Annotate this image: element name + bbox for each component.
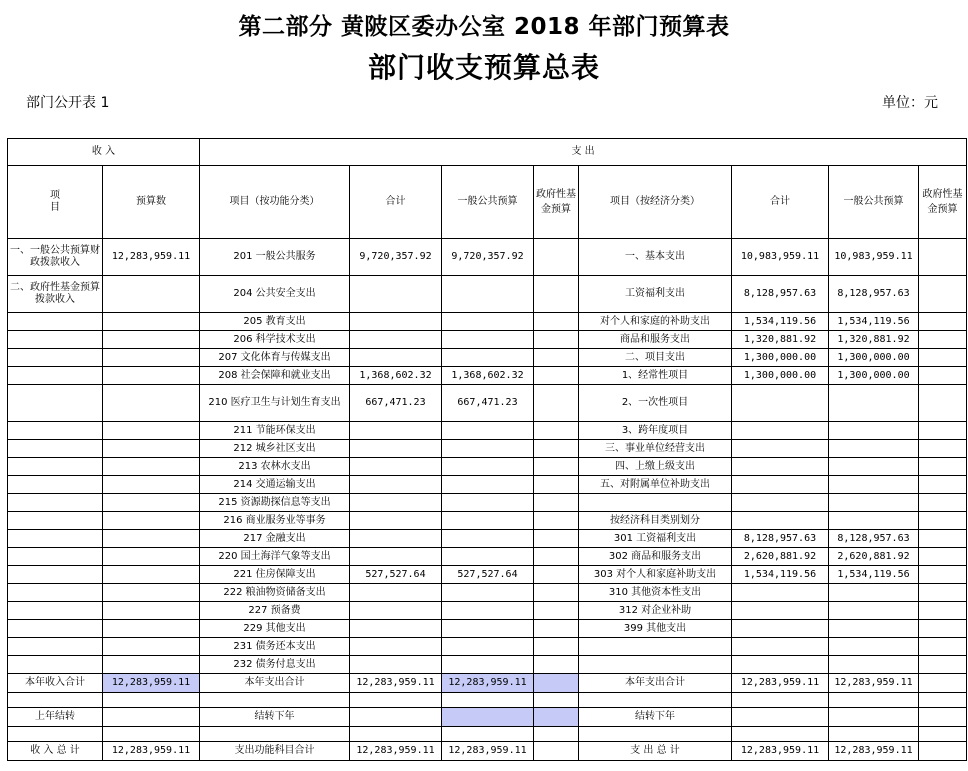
econ-fund-cell — [919, 656, 967, 674]
func-general-cell: 9,720,357.92 — [442, 239, 534, 276]
func-general-cell — [442, 584, 534, 602]
table-row — [8, 239, 967, 276]
func-general-cell — [442, 656, 534, 674]
income-budget-cell — [103, 313, 200, 331]
income-budget-cell — [103, 385, 200, 422]
income-budget-cell — [103, 512, 200, 530]
econ-total-cell — [732, 656, 829, 674]
econ-total-cell: 8,128,957.63 — [732, 530, 829, 548]
func-fund-cell — [534, 584, 579, 602]
income-budget-cell — [103, 638, 200, 656]
func-total-cell — [350, 584, 442, 602]
income-budget-cell — [103, 422, 200, 440]
table-row — [8, 385, 967, 422]
econ-general-cell — [829, 422, 919, 440]
func-item-cell: 220 国土海洋气象等支出 — [200, 548, 350, 566]
func-total-cell — [350, 422, 442, 440]
econ-total-label: 本年支出合计 — [579, 674, 732, 693]
grand-total-value: 12,283,959.11 — [103, 742, 200, 761]
func-fund-cell — [534, 313, 579, 331]
func-general-cell: 527,527.64 — [442, 566, 534, 584]
func-item-cell: 207 文化体育与传媒支出 — [200, 349, 350, 367]
income-item-cell — [8, 620, 103, 638]
econ-item-cell: 301 工资福利支出 — [579, 530, 732, 548]
func-general-cell — [442, 512, 534, 530]
section-header-row — [8, 139, 967, 166]
func-general-cell — [442, 349, 534, 367]
income-item-cell — [8, 548, 103, 566]
table-row — [8, 331, 967, 349]
func-total-cell: 1,368,602.32 — [350, 367, 442, 385]
table-row — [8, 530, 967, 548]
func-general-cell — [442, 313, 534, 331]
table-row — [8, 422, 967, 440]
func-total-cell: 9,720,357.92 — [350, 239, 442, 276]
func-fund-cell — [534, 367, 579, 385]
income-total-value: 12,283,959.11 — [103, 674, 200, 693]
econ-total-cell: 2,620,881.92 — [732, 548, 829, 566]
table-title: 部门收支预算总表 — [367, 51, 600, 84]
income-budget-cell — [103, 656, 200, 674]
econ-fund-cell — [919, 458, 967, 476]
econ-fund-cell — [919, 512, 967, 530]
func-total-cell — [350, 548, 442, 566]
econ-fund-cell — [919, 349, 967, 367]
income-budget-cell — [103, 620, 200, 638]
table-row — [8, 494, 967, 512]
econ-fund-cell — [919, 313, 967, 331]
econ-total-cell — [732, 385, 829, 422]
unit-label: 单位：元 — [882, 95, 938, 111]
econ-item-cell: 对个人和家庭的补助支出 — [579, 313, 732, 331]
econ-general-cell — [829, 602, 919, 620]
income-item-cell — [8, 367, 103, 385]
func-item-cell: 205 教育支出 — [200, 313, 350, 331]
func-general-cell — [442, 276, 534, 313]
econ-general-cell: 1,300,000.00 — [829, 349, 919, 367]
econ-total-cell: 1,300,000.00 — [732, 349, 829, 367]
income-total-row — [8, 674, 967, 693]
func-general-cell: 667,471.23 — [442, 385, 534, 422]
carry-row — [8, 708, 967, 727]
econ-item-cell: 312 对企业补助 — [579, 602, 732, 620]
income-item-cell — [8, 656, 103, 674]
expense-section-header: 支 出 — [200, 139, 967, 166]
func-item-cell: 208 社会保障和就业支出 — [200, 367, 350, 385]
econ-item-cell: 302 商品和服务支出 — [579, 548, 732, 566]
func-total-cell — [350, 440, 442, 458]
header-fund-budget-2: 政府性基金预算 — [919, 166, 967, 239]
econ-fund-cell — [919, 602, 967, 620]
income-budget-cell — [103, 276, 200, 313]
table-row — [8, 656, 967, 674]
econ-general-cell — [829, 494, 919, 512]
econ-general-cell — [829, 385, 919, 422]
func-total-cell — [350, 656, 442, 674]
econ-fund-cell — [919, 239, 967, 276]
carry-forward-label-2: 结转下年 — [579, 708, 732, 727]
header-item — [8, 166, 103, 239]
func-general-cell — [442, 422, 534, 440]
func-fund-cell — [534, 512, 579, 530]
func-total-cell — [350, 512, 442, 530]
econ-general-cell — [829, 584, 919, 602]
econ-total-cell — [732, 422, 829, 440]
table-row — [8, 458, 967, 476]
table-row — [8, 638, 967, 656]
econ-general-cell — [829, 512, 919, 530]
income-item-cell — [8, 349, 103, 367]
income-item-cell — [8, 512, 103, 530]
income-item-cell — [8, 385, 103, 422]
econ-general-cell: 1,534,119.56 — [829, 313, 919, 331]
econ-total-cell — [732, 512, 829, 530]
header-func-item: 项目（按功能分类） — [200, 166, 350, 239]
func-total-cell — [350, 620, 442, 638]
econ-general-cell: 10,983,959.11 — [829, 239, 919, 276]
table-row — [8, 602, 967, 620]
table-row — [8, 512, 967, 530]
econ-fund-cell — [919, 276, 967, 313]
func-total-cell: 527,527.64 — [350, 566, 442, 584]
func-item-cell: 206 科学技术支出 — [200, 331, 350, 349]
form-number: 部门公开表 1 — [26, 95, 110, 111]
func-total-cell — [350, 602, 442, 620]
econ-total-cell: 8,128,957.63 — [732, 276, 829, 313]
expense-general-value: 12,283,959.11 — [442, 674, 534, 693]
func-general-cell — [442, 494, 534, 512]
income-section-header: 收 入 — [8, 139, 200, 166]
econ-fund-cell — [919, 584, 967, 602]
econ-item-cell: 四、上缴上级支出 — [579, 458, 732, 476]
exp-grand-general: 12,283,959.11 — [829, 742, 919, 761]
econ-item-cell: 商品和服务支出 — [579, 331, 732, 349]
table-row — [8, 620, 967, 638]
header-general-budget: 一般公共预算 — [442, 166, 534, 239]
func-total-cell — [350, 476, 442, 494]
econ-item-cell: 一、基本支出 — [579, 239, 732, 276]
func-item-cell: 229 其他支出 — [200, 620, 350, 638]
econ-item-cell: 3、跨年度项目 — [579, 422, 732, 440]
func-item-cell: 221 住房保障支出 — [200, 566, 350, 584]
econ-fund-cell — [919, 331, 967, 349]
func-fund-cell — [534, 276, 579, 313]
func-fund-cell — [534, 458, 579, 476]
expense-total-value: 12,283,959.11 — [350, 674, 442, 693]
func-item-cell: 214 交通运输支出 — [200, 476, 350, 494]
income-budget-cell — [103, 440, 200, 458]
func-fund-cell — [534, 476, 579, 494]
econ-total-cell — [732, 476, 829, 494]
econ-item-cell: 二、项目支出 — [579, 349, 732, 367]
econ-total-cell: 10,983,959.11 — [732, 239, 829, 276]
econ-item-cell: 303 对个人和家庭补助支出 — [579, 566, 732, 584]
func-total-cell — [350, 276, 442, 313]
econ-total-cell — [732, 638, 829, 656]
func-general-cell: 1,368,602.32 — [442, 367, 534, 385]
econ-fund-cell — [919, 494, 967, 512]
func-grand-label: 支出功能科目合计 — [200, 742, 350, 761]
func-fund-cell — [534, 566, 579, 584]
econ-general-cell — [829, 440, 919, 458]
econ-item-cell: 五、对附属单位补助支出 — [579, 476, 732, 494]
income-item-cell — [8, 602, 103, 620]
func-general-cell — [442, 458, 534, 476]
econ-general-cell: 1,534,119.56 — [829, 566, 919, 584]
econ-item-cell — [579, 638, 732, 656]
blank-row — [8, 727, 967, 742]
income-item-cell — [8, 476, 103, 494]
econ-fund-cell — [919, 440, 967, 458]
header-total-2: 合计 — [732, 166, 829, 239]
econ-total-cell — [732, 620, 829, 638]
func-grand-general: 12,283,959.11 — [442, 742, 534, 761]
func-fund-cell — [534, 440, 579, 458]
income-item-cell — [8, 331, 103, 349]
func-general-cell — [442, 638, 534, 656]
econ-total-cell: 1,534,119.56 — [732, 566, 829, 584]
func-fund-cell — [534, 385, 579, 422]
income-budget-cell — [103, 367, 200, 385]
func-item-cell: 231 债务还本支出 — [200, 638, 350, 656]
econ-general-cell: 8,128,957.63 — [829, 276, 919, 313]
table-row — [8, 367, 967, 385]
income-item-cell — [8, 638, 103, 656]
econ-item-cell: 三、事业单位经营支出 — [579, 440, 732, 458]
expense-total-label: 本年支出合计 — [200, 674, 350, 693]
header-budget: 预算数 — [103, 166, 200, 239]
grand-total-row — [8, 742, 967, 761]
func-fund-cell — [534, 494, 579, 512]
econ-general-cell: 8,128,957.63 — [829, 530, 919, 548]
income-budget-cell — [103, 584, 200, 602]
income-budget-cell — [103, 548, 200, 566]
table-row — [8, 349, 967, 367]
income-budget-cell — [103, 349, 200, 367]
econ-total-cell: 1,300,000.00 — [732, 367, 829, 385]
income-item-cell — [8, 422, 103, 440]
func-general-cell — [442, 476, 534, 494]
econ-general-cell — [829, 620, 919, 638]
header-fund-budget: 政府性基金预算 — [534, 166, 579, 239]
income-budget-cell — [103, 566, 200, 584]
header-total: 合计 — [350, 166, 442, 239]
func-item-cell: 215 资源勘探信息等支出 — [200, 494, 350, 512]
func-general-cell — [442, 530, 534, 548]
income-item-cell — [8, 313, 103, 331]
income-item-cell: 一、一般公共预算财政拨款收入 — [8, 239, 103, 276]
table-row — [8, 276, 967, 313]
econ-total-cell — [732, 584, 829, 602]
func-item-cell: 227 预备费 — [200, 602, 350, 620]
econ-item-cell: 399 其他支出 — [579, 620, 732, 638]
expense-fund-value — [534, 674, 579, 693]
econ-total-cell — [732, 458, 829, 476]
income-budget-cell — [103, 476, 200, 494]
econ-item-cell: 310 其他资本性支出 — [579, 584, 732, 602]
func-item-cell: 222 粮油物资储备支出 — [200, 584, 350, 602]
econ-item-cell — [579, 656, 732, 674]
func-fund-cell — [534, 548, 579, 566]
econ-item-cell: 1、经常性项目 — [579, 367, 732, 385]
econ-total-cell: 1,534,119.56 — [732, 313, 829, 331]
econ-general-cell: 2,620,881.92 — [829, 548, 919, 566]
carry-forward-general — [442, 708, 534, 727]
func-item-cell: 232 债务付息支出 — [200, 656, 350, 674]
table-row — [8, 548, 967, 566]
income-budget-cell: 12,283,959.11 — [103, 239, 200, 276]
func-item-cell: 211 节能环保支出 — [200, 422, 350, 440]
econ-total-cell — [732, 440, 829, 458]
header-item-text: 项 目 — [50, 190, 60, 213]
income-budget-cell — [103, 494, 200, 512]
econ-fund-cell — [919, 422, 967, 440]
income-item-cell — [8, 458, 103, 476]
econ-item-cell — [579, 494, 732, 512]
func-grand-total: 12,283,959.11 — [350, 742, 442, 761]
func-total-cell — [350, 313, 442, 331]
func-total-cell — [350, 349, 442, 367]
func-total-cell — [350, 638, 442, 656]
income-item-cell — [8, 494, 103, 512]
econ-total-cell — [732, 602, 829, 620]
income-item-cell — [8, 566, 103, 584]
carry-forward-label: 结转下年 — [200, 708, 350, 727]
income-item-cell — [8, 584, 103, 602]
func-fund-cell — [534, 349, 579, 367]
func-total-cell — [350, 530, 442, 548]
func-fund-cell — [534, 422, 579, 440]
table-row — [8, 476, 967, 494]
func-item-cell: 213 农林水支出 — [200, 458, 350, 476]
econ-fund-cell — [919, 476, 967, 494]
econ-fund-value — [919, 674, 967, 693]
func-fund-cell — [534, 620, 579, 638]
header-general-budget-2: 一般公共预算 — [829, 166, 919, 239]
econ-total-cell — [732, 494, 829, 512]
func-fund-cell — [534, 602, 579, 620]
func-item-cell: 212 城乡社区支出 — [200, 440, 350, 458]
econ-total-value: 12,283,959.11 — [732, 674, 829, 693]
func-total-cell — [350, 458, 442, 476]
func-general-cell — [442, 602, 534, 620]
func-general-cell — [442, 440, 534, 458]
func-item-cell: 204 公共安全支出 — [200, 276, 350, 313]
income-budget-cell — [103, 602, 200, 620]
header-econ-item: 项目（按经济分类） — [579, 166, 732, 239]
econ-fund-cell — [919, 530, 967, 548]
income-budget-cell — [103, 530, 200, 548]
func-item-cell: 201 一般公共服务 — [200, 239, 350, 276]
func-total-cell — [350, 331, 442, 349]
func-item-cell: 217 金融支出 — [200, 530, 350, 548]
func-fund-cell — [534, 656, 579, 674]
carry-forward-fund — [534, 708, 579, 727]
income-item-cell — [8, 440, 103, 458]
carry-label: 上年结转 — [8, 708, 103, 727]
income-budget-cell — [103, 331, 200, 349]
income-budget-cell — [103, 458, 200, 476]
func-fund-cell — [534, 530, 579, 548]
econ-total-cell: 1,320,881.92 — [732, 331, 829, 349]
econ-fund-cell — [919, 367, 967, 385]
econ-general-cell — [829, 458, 919, 476]
func-fund-cell — [534, 239, 579, 276]
budget-table — [7, 138, 967, 761]
econ-item-cell: 2、一次性项目 — [579, 385, 732, 422]
column-header-row — [8, 166, 967, 239]
func-general-cell — [442, 548, 534, 566]
document-title: 第二部分 黄陂区委办公室 2018 年部门预算表 — [238, 14, 730, 40]
exp-grand-label: 支 出 总 计 — [579, 742, 732, 761]
econ-general-cell: 1,320,881.92 — [829, 331, 919, 349]
econ-general-cell — [829, 476, 919, 494]
econ-general-cell: 1,300,000.00 — [829, 367, 919, 385]
econ-general-cell — [829, 656, 919, 674]
income-total-label: 本年收入合计 — [8, 674, 103, 693]
econ-fund-cell — [919, 548, 967, 566]
func-item-cell: 210 医疗卫生与计划生育支出 — [200, 385, 350, 422]
table-row — [8, 566, 967, 584]
blank-row — [8, 693, 967, 708]
econ-general-cell — [829, 638, 919, 656]
func-total-cell — [350, 494, 442, 512]
grand-total-label: 收 入 总 计 — [8, 742, 103, 761]
table-row — [8, 440, 967, 458]
econ-fund-cell — [919, 638, 967, 656]
econ-item-cell: 工资福利支出 — [579, 276, 732, 313]
econ-fund-cell — [919, 620, 967, 638]
func-item-cell: 216 商业服务业等事务 — [200, 512, 350, 530]
table-row — [8, 584, 967, 602]
econ-fund-cell — [919, 385, 967, 422]
income-item-cell: 二、政府性基金预算拨款收入 — [8, 276, 103, 313]
func-general-cell — [442, 331, 534, 349]
exp-grand-total: 12,283,959.11 — [732, 742, 829, 761]
func-fund-cell — [534, 331, 579, 349]
func-total-cell: 667,471.23 — [350, 385, 442, 422]
income-item-cell — [8, 530, 103, 548]
econ-item-cell: 按经济科目类别划分 — [579, 512, 732, 530]
table-row — [8, 313, 967, 331]
func-fund-cell — [534, 638, 579, 656]
econ-fund-cell — [919, 566, 967, 584]
econ-general-value: 12,283,959.11 — [829, 674, 919, 693]
func-general-cell — [442, 620, 534, 638]
